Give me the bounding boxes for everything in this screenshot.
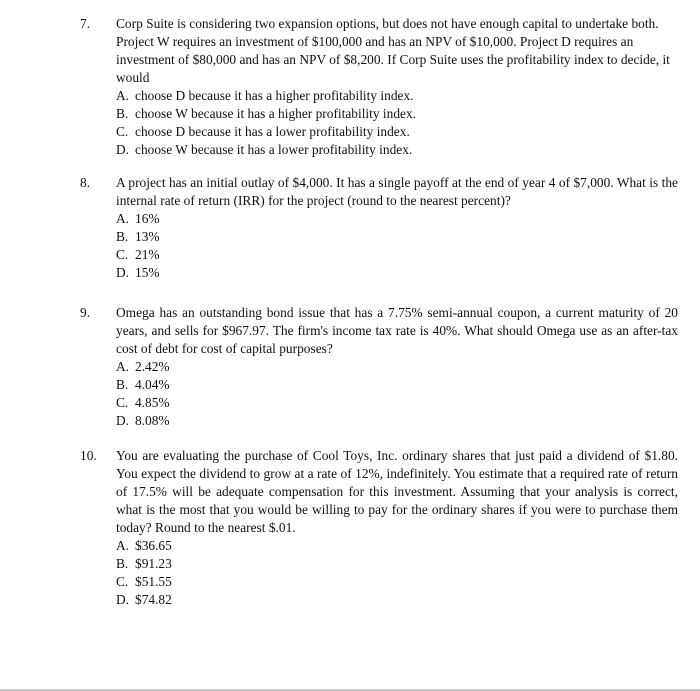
option-text: 2.42%	[135, 359, 170, 374]
option-text: $36.65	[135, 538, 172, 553]
answer-options	[116, 210, 678, 282]
question-number: 9.	[80, 305, 91, 320]
question-body	[116, 174, 678, 282]
option-text: 15%	[135, 265, 160, 280]
option-letter: A.	[116, 538, 130, 553]
question-number: 10.	[80, 448, 97, 463]
question-text: Corp Suite is considering two expansion options, but does not have enough capital to undertake both. Project W requires an investment of $100,000 and has an NPV of $10,000. Project D requires an investment of $80,000 and has an NPV of $8,200. If Corp Suite uses the profitability index to decide, it would	[116, 16, 670, 85]
option-text: 16%	[135, 211, 160, 226]
answer-option-c	[116, 123, 678, 141]
option-letter: A.	[116, 211, 130, 226]
question-body	[116, 447, 678, 609]
question-text: A project has an initial outlay of $4,000. It has a single payoff at the end of year 4 of $7,000. What is the internal rate of return (IRR) for the project (round to the nearest percent)?	[116, 175, 678, 208]
option-text: choose D because it has a higher profitability index.	[135, 88, 414, 103]
answer-option-c	[116, 573, 678, 591]
option-letter: D.	[116, 265, 130, 280]
question-number: 7.	[80, 16, 91, 31]
answer-option-b	[116, 555, 678, 573]
answer-options	[116, 537, 678, 609]
option-text: choose D because it has a lower profitability index.	[135, 124, 410, 139]
answer-option-a	[116, 87, 678, 105]
option-text: $51.55	[135, 574, 172, 589]
option-letter: B.	[116, 106, 129, 121]
question-number: 8.	[80, 175, 91, 190]
option-text: choose W because it has a higher profitability index.	[135, 106, 417, 121]
answer-option-a	[116, 210, 678, 228]
answer-options	[116, 87, 678, 159]
answer-options	[116, 358, 678, 430]
option-letter: B.	[116, 229, 129, 244]
answer-option-d	[116, 264, 678, 282]
answer-option-b	[116, 228, 678, 246]
option-text: 4.04%	[135, 377, 170, 392]
answer-option-c	[116, 394, 678, 412]
option-text: $91.23	[135, 556, 172, 571]
option-letter: A.	[116, 88, 130, 103]
answer-option-c	[116, 246, 678, 264]
option-text: 4.85%	[135, 395, 170, 410]
option-letter: C.	[116, 574, 129, 589]
option-text: $74.82	[135, 592, 172, 607]
question-body	[116, 304, 678, 430]
option-letter: B.	[116, 377, 129, 392]
question-text: You are evaluating the purchase of Cool Toys, Inc. ordinary shares that just paid a dividend of $1.80. You expect the dividend to grow at a rate of 12%, indefinitely. You estimate that a required rate of return of 17.5% will be adequate compensation for this investment. Assuming that your analysis is correct, what is the most that you would be willing to pay for the ordinary shares if you were to purchase them today? Round to the nearest $.01.	[116, 448, 678, 535]
option-letter: D.	[116, 592, 130, 607]
answer-option-a	[116, 358, 678, 376]
option-text: 8.08%	[135, 413, 170, 428]
answer-option-d	[116, 591, 678, 609]
option-letter: C.	[116, 247, 129, 262]
answer-option-d	[116, 141, 678, 159]
option-letter: D.	[116, 413, 130, 428]
answer-option-a	[116, 537, 678, 555]
question-text: Omega has an outstanding bond issue that has a 7.75% semi-annual coupon, a current maturity of 20 years, and sells for $967.97. The firm's income tax rate is 40%. What should Omega use as an after-tax cost of debt for cost of capital purposes?	[116, 305, 678, 356]
option-letter: C.	[116, 395, 129, 410]
option-letter: C.	[116, 124, 129, 139]
option-letter: B.	[116, 556, 129, 571]
option-letter: D.	[116, 142, 130, 157]
option-text: 13%	[135, 229, 160, 244]
option-letter: A.	[116, 359, 130, 374]
answer-option-d	[116, 412, 678, 430]
question-body	[116, 15, 678, 159]
option-text: 21%	[135, 247, 160, 262]
answer-option-b	[116, 105, 678, 123]
option-text: choose W because it has a lower profitability index.	[135, 142, 413, 157]
answer-option-b	[116, 376, 678, 394]
